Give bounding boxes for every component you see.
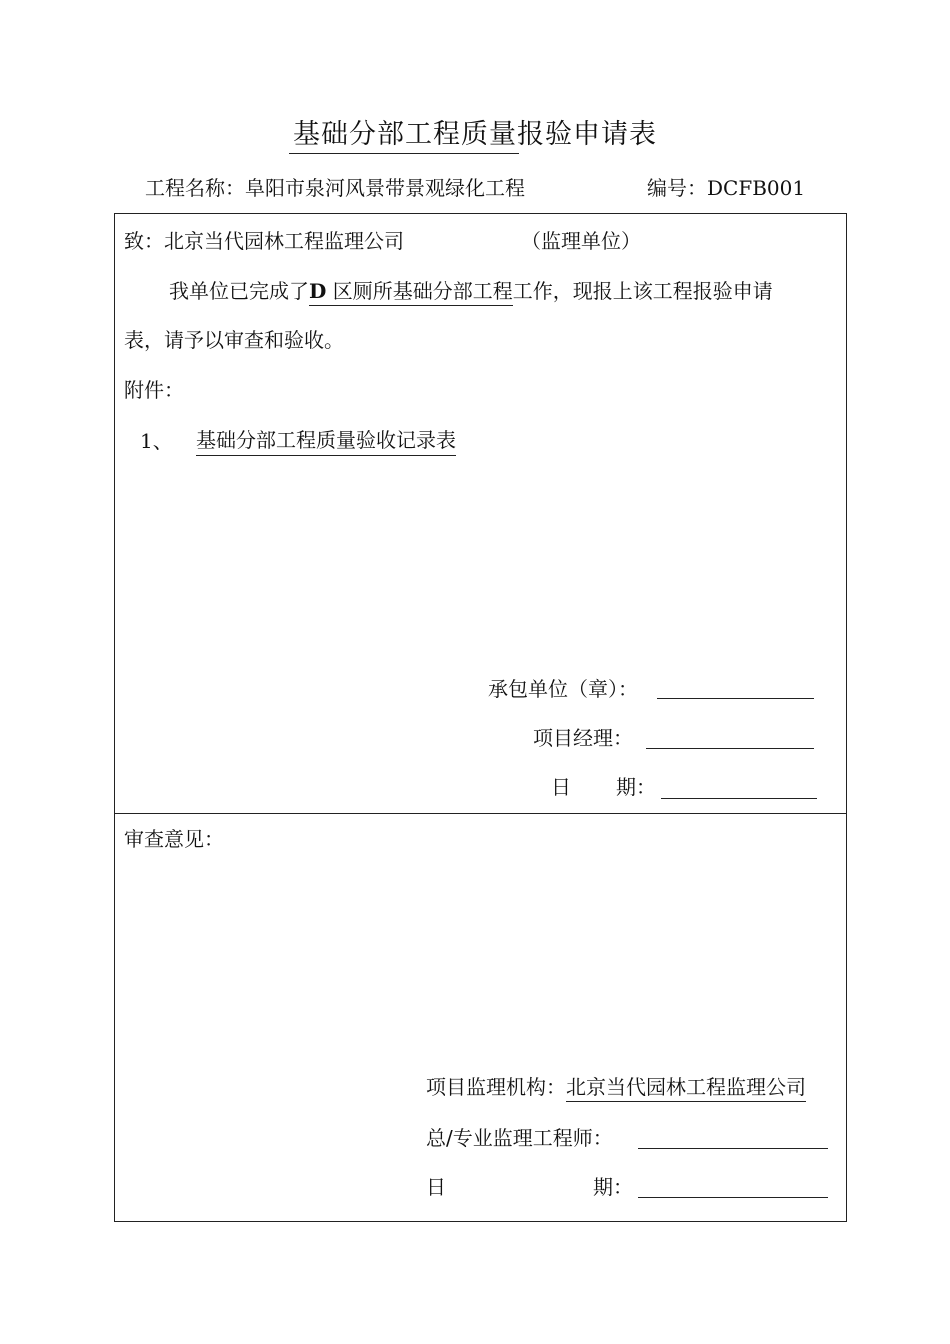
number-label: 编号： [647, 176, 707, 200]
to-role: （监理单位） [521, 229, 641, 253]
form-title: 基础分部工程质量报验申请表 [293, 119, 657, 150]
opinion-label: 审查意见： [124, 827, 224, 851]
app-date-label-2: 期： [616, 775, 656, 799]
agency-value: 北京当代园林工程监理公司 [566, 1075, 806, 1102]
attachment-number: 1、 [140, 429, 173, 453]
project-name: 阜阳市泉河风景带景观绿化工程 [245, 176, 525, 200]
engineer-label: 总/专业监理工程师： [426, 1126, 613, 1150]
body-prefix: 我单位已完成了 [169, 279, 309, 303]
table-row-divider [114, 813, 847, 814]
agency-label: 项目监理机构： [426, 1075, 566, 1099]
project-name-row [145, 172, 525, 201]
body-highlight-text: 区厕所基础分部工程 [332, 279, 513, 303]
to-label: 致： [124, 229, 164, 253]
review-date-line [638, 1197, 828, 1198]
app-date-label-1: 日 [551, 775, 571, 799]
body-line-2: 表，请予以审查和验收。 [124, 328, 344, 352]
contractor-signature-line [657, 698, 814, 699]
review-date-label-1: 日 [426, 1175, 446, 1199]
number-value: DCFB001 [707, 176, 806, 200]
to-company: 北京当代园林工程监理公司 [164, 229, 404, 253]
app-date-line [661, 798, 817, 799]
body-highlight-letter: D [309, 279, 327, 303]
title-underline [289, 153, 519, 154]
attachments-label: 附件： [124, 378, 184, 402]
engineer-signature-line [638, 1148, 828, 1149]
body-line-1 [169, 275, 773, 304]
body-highlight [309, 279, 513, 306]
contractor-label: 承包单位（章）： [488, 677, 638, 701]
form-number-row [647, 172, 805, 201]
review-date-label-2: 期： [593, 1175, 633, 1199]
project-label: 工程名称： [145, 176, 245, 200]
agency-row [426, 1071, 806, 1100]
attachment-item: 基础分部工程质量验收记录表 [196, 424, 456, 456]
body-suffix: 工作，现报上该工程报验申请 [512, 279, 773, 303]
addressee-row [124, 225, 404, 254]
manager-signature-line [646, 748, 814, 749]
manager-label: 项目经理： [533, 726, 633, 750]
